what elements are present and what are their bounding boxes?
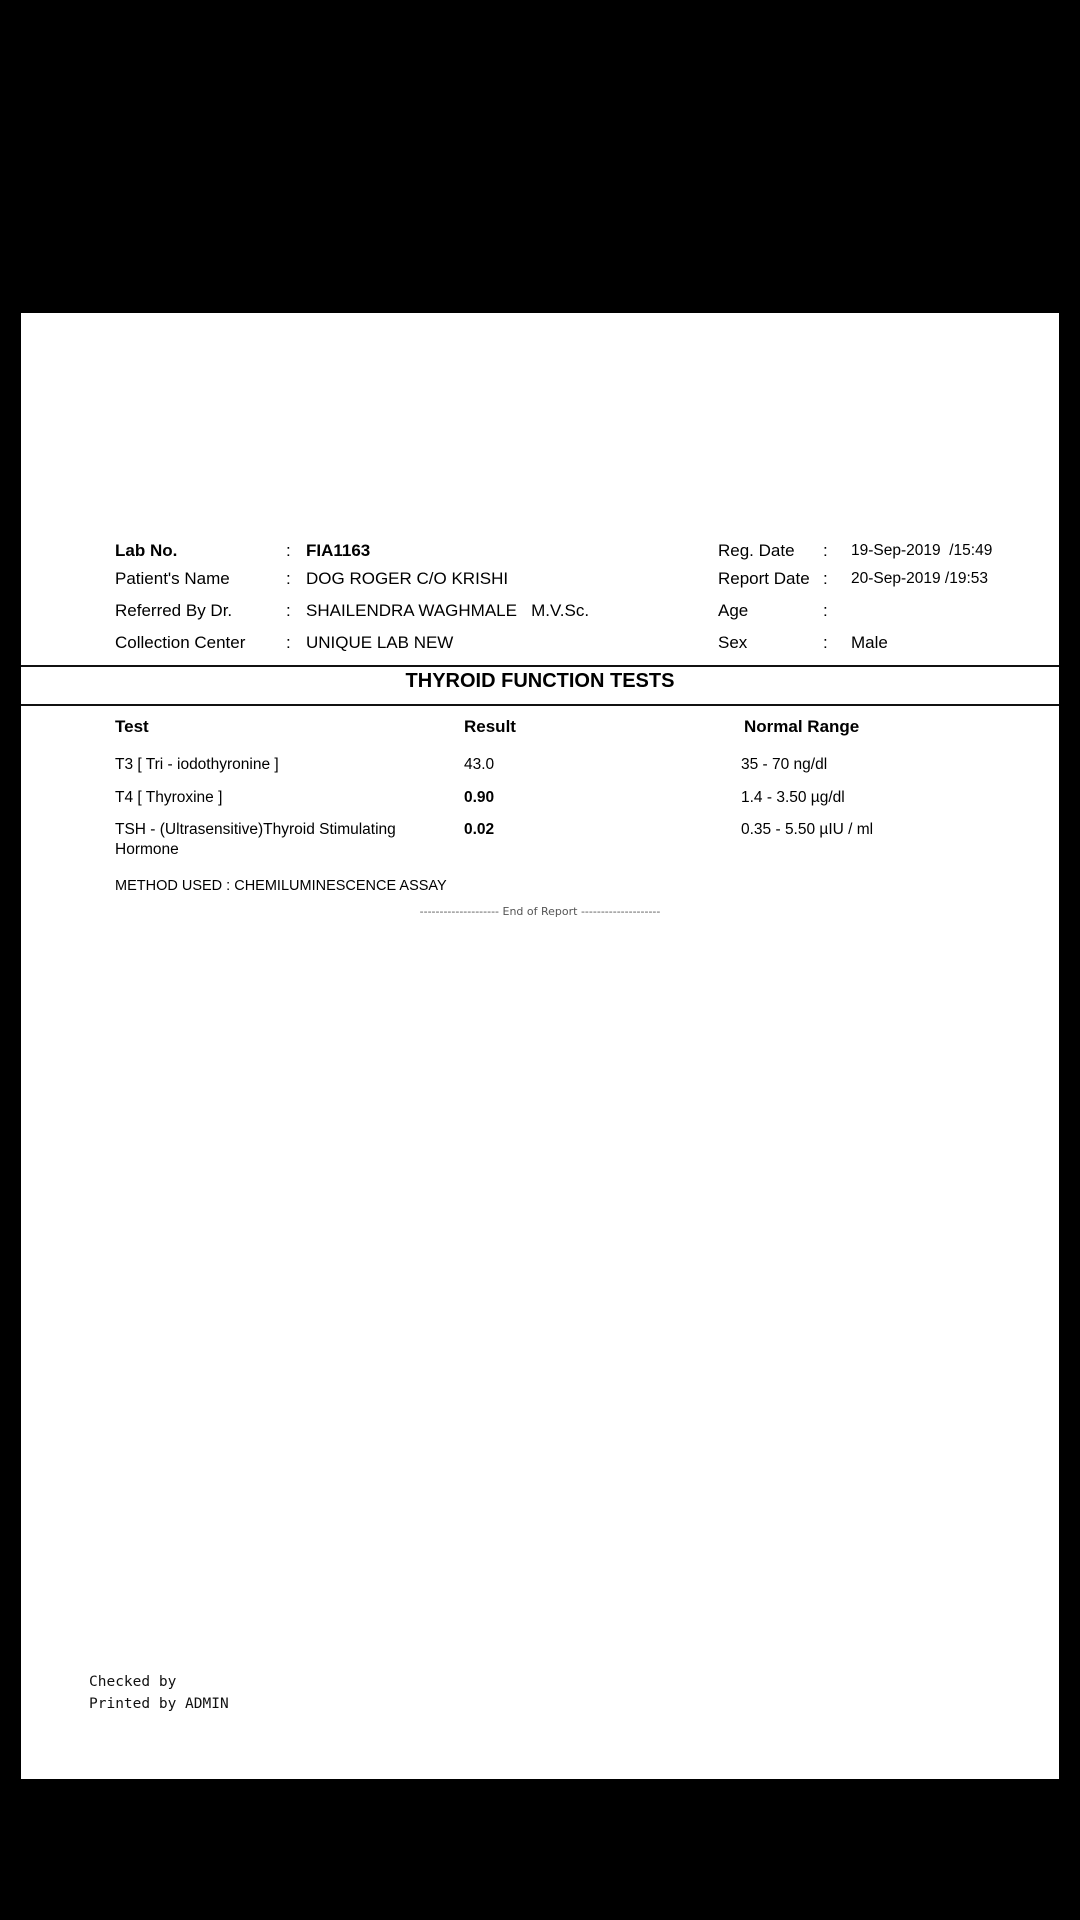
sex-label: Sex (718, 633, 748, 652)
sex-colon: : (823, 633, 828, 652)
collection-center-label: Collection Center (115, 633, 246, 652)
test-range: 35 - 70 ng/dl (741, 756, 828, 773)
report-page (21, 313, 1059, 1779)
patient-name-label: Patient's Name (115, 569, 230, 588)
col-header-test: Test (115, 717, 149, 736)
report-date-colon: : (823, 569, 828, 588)
test-name-continued: Hormone (115, 841, 179, 858)
referred-by-value: SHAILENDRA WAGHMALE M.V.Sc. (306, 601, 590, 620)
test-name: TSH - (Ultrasensitive)Thyroid Stimulating (115, 821, 396, 838)
col-header-range: Normal Range (744, 717, 860, 736)
method-used: METHOD USED : CHEMILUMINESCENCE ASSAY (115, 878, 447, 894)
test-range: 0.35 - 5.50 µIU / ml (741, 821, 874, 838)
reg-date-value: 19-Sep-2019 /15:49 (851, 542, 993, 559)
lab-no-value: FIA1163 (306, 541, 371, 560)
reg-date-colon: : (823, 541, 828, 560)
lab-no-colon: : (286, 541, 291, 560)
test-result: 43.0 (464, 756, 495, 773)
report-date-value: 20-Sep-2019 /19:53 (851, 570, 989, 587)
reg-date-label: Reg. Date (718, 541, 795, 560)
report-date-label: Report Date (718, 569, 810, 588)
age-label: Age (718, 601, 749, 620)
sex-value: Male (851, 633, 888, 652)
collection-center-value: UNIQUE LAB NEW (306, 633, 454, 652)
col-header-result: Result (464, 717, 516, 736)
patient-name-value: DOG ROGER C/O KRISHI (306, 569, 509, 588)
referred-by-colon: : (286, 601, 291, 620)
collection-center-colon: : (286, 633, 291, 652)
lab-no-label: Lab No. (115, 541, 178, 560)
patient-name-colon: : (286, 569, 291, 588)
test-name: T3 [ Tri - iodothyronine ] (115, 756, 279, 773)
report-title: THYROID FUNCTION TESTS (405, 670, 675, 692)
printed-by: Printed by ADMIN (89, 1696, 229, 1712)
age-colon: : (823, 601, 828, 620)
test-result: 0.90 (464, 789, 495, 806)
referred-by-label: Referred By Dr. (115, 601, 233, 620)
checked-by: Checked by (89, 1674, 177, 1690)
end-of-report: -------------------- End of Report -------------------- (419, 905, 661, 918)
test-result: 0.02 (464, 821, 495, 838)
top-divider (21, 665, 1059, 667)
test-name: T4 [ Thyroxine ] (115, 789, 223, 806)
test-range: 1.4 - 3.50 µg/dl (741, 789, 845, 806)
bottom-divider (21, 704, 1059, 706)
